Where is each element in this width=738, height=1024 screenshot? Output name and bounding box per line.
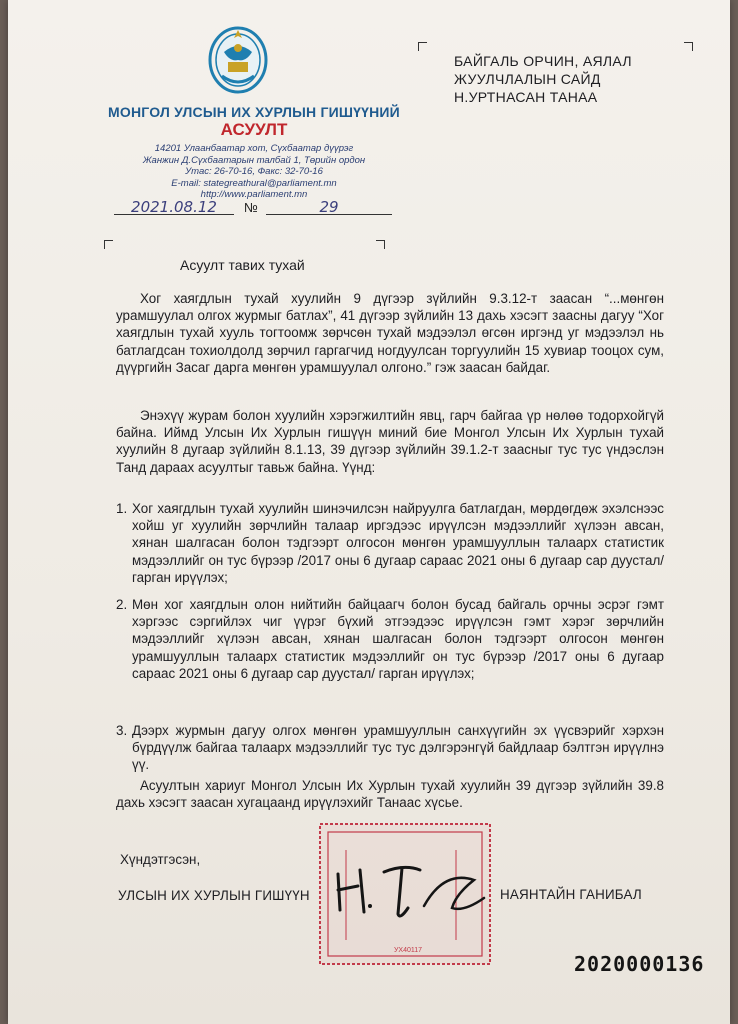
signer-name: НАЯНТАЙН ГАНИБАЛ — [500, 887, 642, 902]
letterhead-doc-type: АСУУЛТ — [220, 120, 288, 139]
subject-line: Асуулт тавих тухай — [180, 257, 305, 273]
document-page — [8, 0, 730, 1024]
question-item — [116, 500, 664, 586]
address-line: E-mail: stategreathural@parliament.mn — [171, 177, 337, 189]
question-number: 2. — [116, 597, 128, 612]
address-line: 14201 Улаанбаатар хот, Сүхбаатар дүүрэг — [154, 143, 354, 154]
recipient-corner-mark — [684, 42, 693, 51]
letterhead-address — [104, 143, 404, 201]
question-item — [116, 722, 664, 774]
address-line: http://www.parliament.mn — [200, 189, 308, 200]
question-item — [116, 596, 664, 682]
state-emblem-icon — [206, 22, 270, 94]
registration-number-label: № — [244, 200, 258, 215]
signer-title: УЛСЫН ИХ ХУРЛЫН ГИШҮҮН — [118, 888, 310, 903]
question-text: Дээрх журмын дагуу олгох мөнгөн урамшууллын санхүүгийн эх үүсвэрийг хэрхэн бүрдүүлж байгаа талаарх мэдээллийг тус тус дэлгэрэнгүй байдлаар бэлтгэн ирүүлнэ үү. — [132, 723, 664, 773]
question-number: 3. — [116, 723, 128, 738]
question-text: Мөн хог хаягдлын олон нийтийн байцаагч болон бусад байгаль орчны эсрэг гэмт хэргээс сэргийлэх чиг үүрэг бүхий этгээдээс ирүүлсэн гэмт хэрэг зөрчлийн мэдээллийг хүлээн авсан, хянан шалгасан болон тэдгээрт олгосон мөнгөн урамшууллын талаарх статистик мэдээллийг он тус бүрээр /2017 оны 6 дугаар сараас 2021 оны 6 дугаар сар дуустал/ гарган ирүүлэх; — [132, 597, 664, 681]
body-paragraph: Энэхүү журам болон хуулийн хэрэгжилтийн явц, гарч байгаа үр нөлөө тодорхойгүй байна. Иймд Улсын Их Хурлын гишүүн миний бие Монгол Улсын Их Хурлын тухай хуулийн 8 дугаар зүйлийн 8.1.13, 39 дүгээр зүйлийн 39.1.2-т заасныг тус тус үндэслэн Танд дараах асуултыг тавьж байна. Үүнд: — [116, 408, 664, 475]
registration-number: 29 — [266, 200, 392, 215]
recipient-line: ЖУУЛЧЛАЛЫН САЙД — [454, 71, 601, 87]
barcode-number: 2020000136 — [574, 952, 705, 976]
closing-paragraph: Асуултын хариуг Монгол Улсын Их Хурлын тухай хуулийн 39 дүгээр зүйлийн 39.8 дахь хэсэгт заасан хугацаанд ирүүлэхийг Танаас хүсье. — [116, 778, 664, 811]
subject-corner-mark — [104, 240, 113, 249]
body-paragraph: Хог хаягдлын тухай хуулийн 9 дүгээр зүйлийн 9.3.12-т заасан “...мөнгөн урамшуулал олгох журмыг батлах”, 41 дүгээр зүйлийн 13 дахь хэсэгт заасны дагуу “Хог хаягдлын тухай хууль тогтоомж зөрчсөн тухай мэдээлэл өгсөн иргэнд уг мэдээлэл нь батлагдсан тохиолдолд зөрчил гаргагчид ногдуулсан торгуулийн 15 хувиар тооцох сум, дүүргийн Засаг дарга мөнгөн урамшуулал олгоно.” гэж заасан байдаг. — [116, 291, 664, 375]
recipient-line: БАЙГАЛЬ ОРЧИН, АЯЛАЛ — [454, 53, 632, 69]
letterhead-org-name: МОНГОЛ УЛСЫН ИХ ХУРЛЫН ГИШҮҮНИЙ — [108, 104, 400, 120]
signature-icon — [324, 850, 494, 930]
closing-regards: Хүндэтгэсэн, — [120, 852, 201, 867]
address-line: Жанжин Д.Сүхбаатарын талбай 1, Төрийн ордон — [142, 154, 366, 166]
recipient-corner-mark — [418, 42, 427, 51]
registration-date: 2021.08.12 — [114, 200, 234, 215]
subject-corner-mark — [376, 240, 385, 249]
question-text: Хог хаягдлын тухай хуулийн шинэчилсэн найруулга батлагдан, мөрдөгдөж эхэлснээс хойш уг хуулийн зөрчлийн талаар иргэдээс ирүүлсэн мэдээллийг хүлээн авсан, хянан шалгасан болон тэдгээрт олгосон мөнгөн урамшууллын талаарх статистик мэдээллийг он тус бүрээр /2017 оны 6 дугаар сараас 2021 оны 6 дугаар сар дуустал/ гарган ирүүлэх; — [132, 501, 664, 585]
recipient-block — [454, 52, 694, 106]
stamp-id-text: УХ40117 — [393, 947, 423, 954]
question-number: 1. — [116, 501, 128, 516]
address-line: Утас: 26-70-16, Факс: 32-70-16 — [185, 166, 323, 177]
recipient-line: Н.УРТНАСАН ТАНАА — [454, 89, 598, 105]
